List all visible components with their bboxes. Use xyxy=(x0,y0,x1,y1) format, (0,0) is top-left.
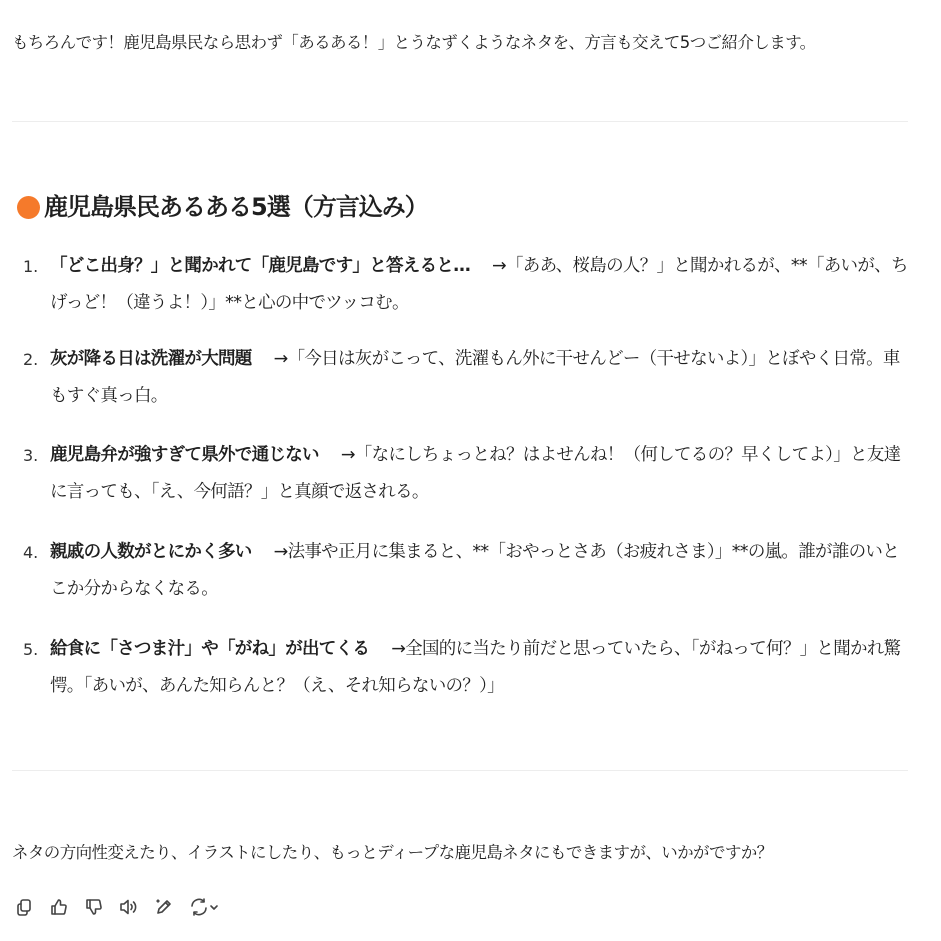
copy-button[interactable] xyxy=(12,895,36,919)
list-item-body: →「なにしちょっとね？はよせんね！（何してるの？早くしてよ）」と友達に言っても、「え、今何語？」と真顔で返される。 xyxy=(50,445,901,502)
list-item-body: →全国的に当たり前だと思っていたら、「がねって何？」と聞かれ驚愕。「あいが、あんた知らんと？（え、それ知らないの？）」 xyxy=(50,639,901,696)
list-item xyxy=(23,248,912,322)
regenerate-button[interactable] xyxy=(187,895,221,919)
list-item-headline: 「どこ出身？」と聞かれて「鹿児島です」と答えると… xyxy=(50,256,470,276)
section-heading xyxy=(17,189,428,225)
list-item-body: →「今日は灰がこって、洗濯もん外に干せんどー（干せないよ）」とぼやく日常。車もすぐ真っ白。 xyxy=(50,349,900,406)
list-item-number: 1. xyxy=(23,257,39,276)
thumbs-down-button[interactable] xyxy=(82,895,106,919)
section-title: 鹿児島県民あるある5選（方言込み） xyxy=(44,193,428,221)
list-item-body: →「ああ、桜島の人？」と聞かれるが、**「あいが、ちげっど！（違うよ！）」**と心の中でツッコむ。 xyxy=(50,256,908,313)
list-item-number: 3. xyxy=(23,446,39,465)
list-item xyxy=(23,437,912,511)
list-item-headline: 給食に「さつま汁」や「がね」が出てくる xyxy=(50,639,370,659)
list-item-headline: 親戚の人数がとにかく多い xyxy=(50,542,252,562)
orange-circle-icon xyxy=(17,196,40,219)
read-aloud-button[interactable] xyxy=(117,895,141,919)
list-item-number: 4. xyxy=(23,543,39,562)
thumbs-up-button[interactable] xyxy=(47,895,71,919)
list-item xyxy=(23,631,912,705)
thumbs-up-icon xyxy=(49,897,69,917)
outro-text: ネタの方向性変えたり、イラストにしたり、もっとディープな鹿児島ネタにもできますが、いかがですか？ xyxy=(12,843,773,862)
copy-icon xyxy=(14,897,34,917)
list-item-headline: 灰が降る日は洗濯が大問題 xyxy=(50,349,252,369)
list-item-number: 5. xyxy=(23,640,39,659)
response-actions xyxy=(12,894,221,920)
list-item xyxy=(23,534,912,608)
divider xyxy=(12,770,908,771)
edit-icon xyxy=(154,897,174,917)
edit-button[interactable] xyxy=(152,895,176,919)
list-item-number: 2. xyxy=(23,350,39,369)
speaker-icon xyxy=(118,897,140,917)
thumbs-down-icon xyxy=(84,897,104,917)
regenerate-icon xyxy=(188,897,220,917)
list-item xyxy=(23,341,912,415)
list-item-body: →法事や正月に集まると、**「おやっとさあ（お疲れさま）」**の嵐。誰が誰のいとこか分からなくなる。 xyxy=(50,542,900,599)
divider xyxy=(12,121,908,122)
list-item-headline: 鹿児島弁が強すぎて県外で通じない xyxy=(50,445,319,465)
intro-text: もちろんです！鹿児島県民なら思わず「あるある！」とうなずくようなネタを、方言も交えて5つご紹介します。 xyxy=(12,33,816,52)
